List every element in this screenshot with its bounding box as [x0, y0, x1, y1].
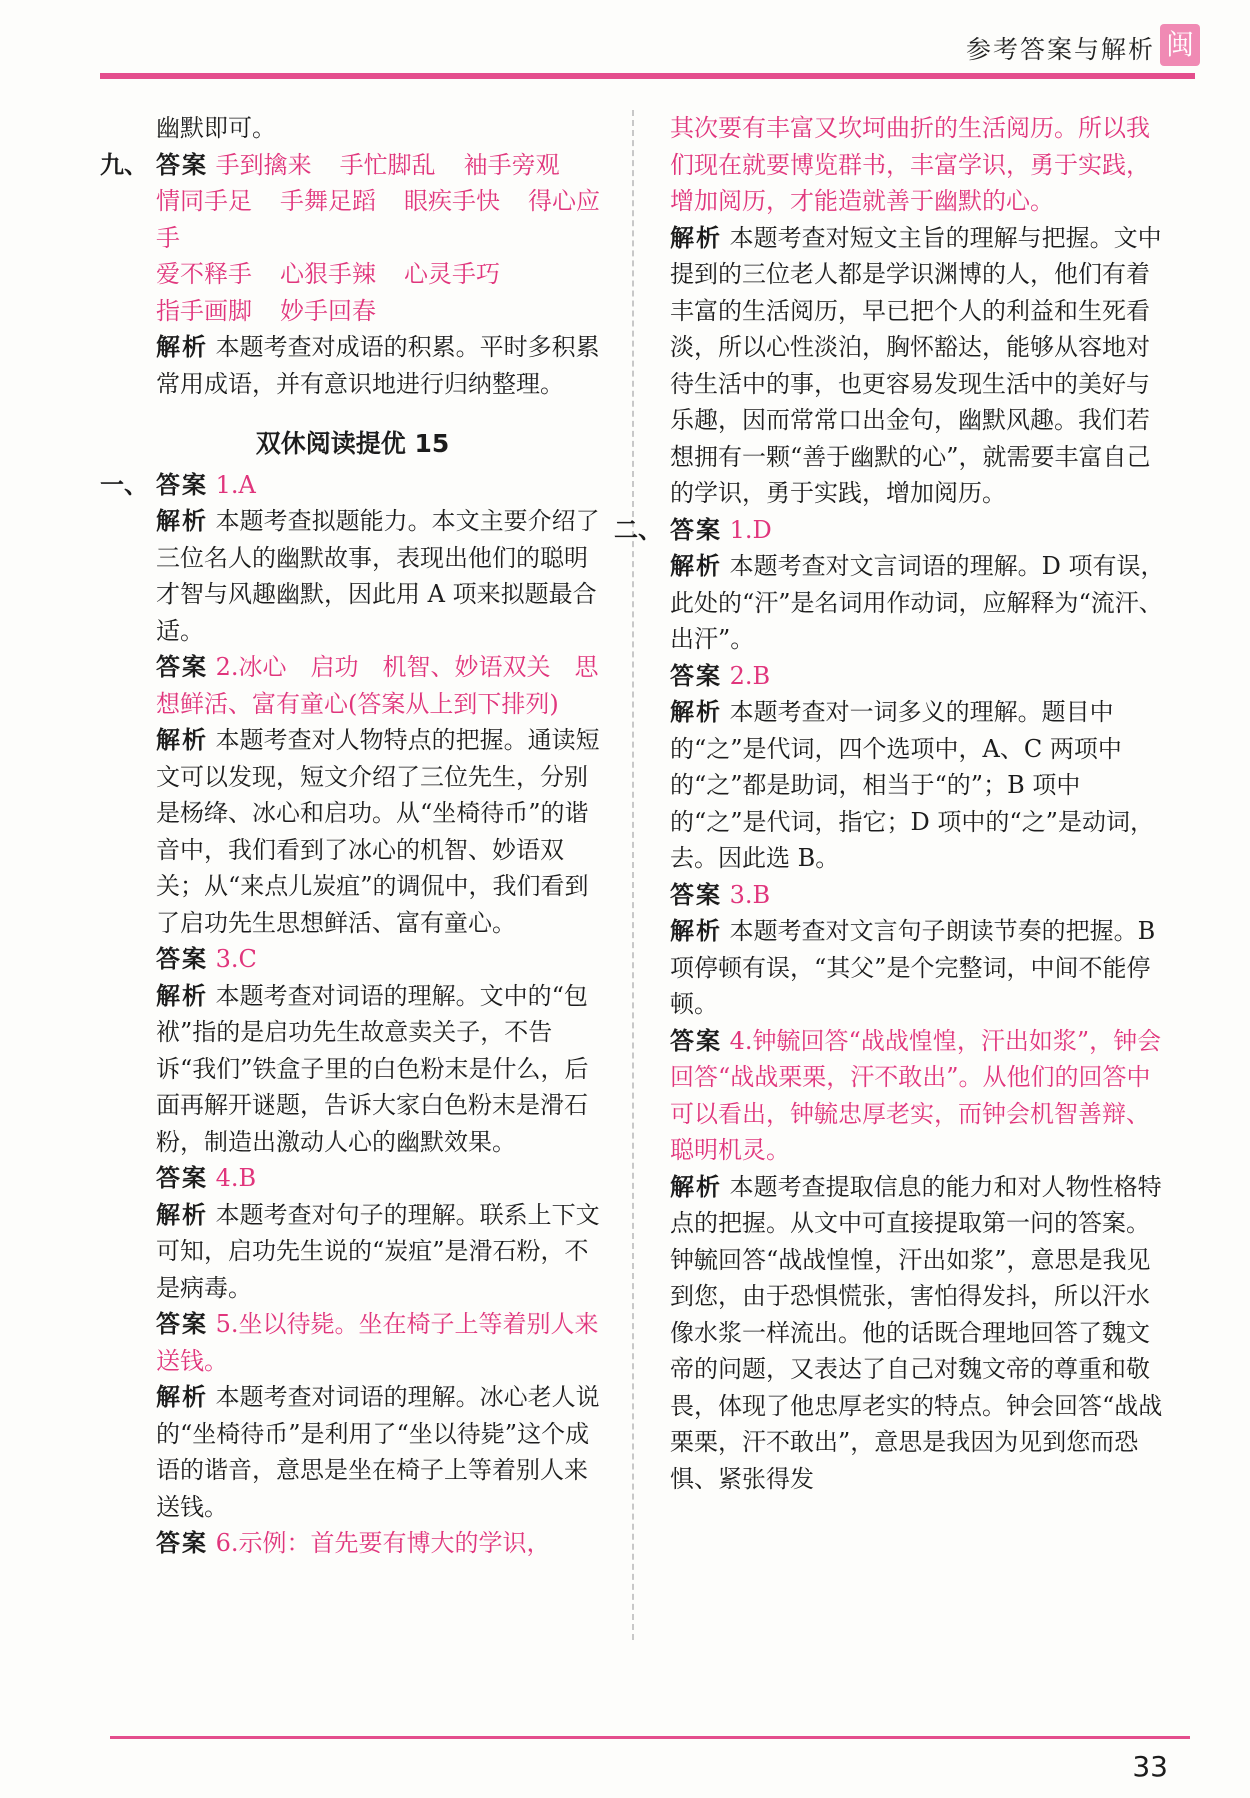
idiom: 得心应手: [156, 187, 600, 252]
p1-q1-analysis: [100, 503, 605, 649]
p1-q2-answer: [100, 649, 605, 722]
p1-q4-analysis: [100, 1197, 605, 1307]
q9-answer: [100, 147, 605, 184]
answer-label: 答案: [156, 1529, 208, 1557]
answer-text: C: [238, 945, 257, 973]
question-number: 2.: [729, 661, 753, 690]
section-number: 二、: [614, 515, 662, 544]
answer-label: 答案: [670, 661, 722, 690]
answer-label: 答案: [156, 1164, 208, 1192]
answer-text: B: [752, 661, 771, 690]
answer-text: 坐以待毙。坐在椅子上等着别人来送钱。: [156, 1310, 599, 1375]
analysis-text: 本题考查对人物特点的把握。通读短文可以发现，短文介绍了三位先生，分别是杨绛、冰心和启功。从“坐椅待币”的谐音中，我们看到了冰心的机智、妙语双关；从“来点儿炭疽”的调侃中，我们看到了启功先生思想鲜活、富有童心。: [156, 726, 600, 937]
footer-rule: [110, 1736, 1190, 1739]
page-number: 33: [1132, 1750, 1168, 1783]
analysis-label: 解析: [670, 698, 722, 726]
analysis-text: 本题考查对词语的理解。文中的“包袱”指的是启功先生故意卖关子，不告诉“我们”铁盒子里的白色粉末是什么，后面再解开谜题，告诉大家白色粉末是滑石粉，制造出激动人心的幽默效果。: [156, 981, 589, 1156]
q9-analysis: [100, 329, 605, 402]
answer-text: B: [238, 1164, 257, 1192]
section-number: 九、: [100, 150, 148, 179]
analysis-label: 解析: [156, 981, 208, 1010]
p2-q2-analysis: [670, 694, 1170, 877]
p1-q3-answer: [100, 941, 605, 978]
p2-q1-analysis: [670, 548, 1170, 658]
section-title: 双休阅读提优 15: [255, 429, 450, 458]
idiom: 妙手回春: [280, 296, 376, 325]
p1-q2-analysis: [100, 722, 605, 941]
analysis-text: 本题考查对文言词语的理解。D 项有误，此处的“汗”是名词用作动词，应解释为“流汗、出汗”。: [670, 552, 1165, 653]
question-number: 5.: [215, 1310, 239, 1338]
header-title: 参考答案与解析: [965, 35, 1155, 64]
p1-q6-answer-continued: 其次要有丰富又坎坷曲折的生活阅历。所以我们现在就要博览群书，丰富学识，勇于实践，增加阅历，才能造就善于幽默的心。: [670, 114, 1150, 215]
idiom: 眼疾手快: [404, 187, 500, 215]
answer-label: 答案: [670, 515, 722, 544]
question-number: 1.: [729, 515, 753, 544]
p2-q4-analysis: [670, 1169, 1170, 1498]
analysis-text: 本题考查拟题能力。本文主要介绍了三位名人的幽默故事，表现出他们的聪明才智与风趣幽默，因此用 A 项来拟题最合适。: [156, 507, 600, 645]
analysis-label: 解析: [670, 552, 722, 580]
lead-text: 幽默即可。: [156, 114, 276, 142]
question-number: 4.: [729, 1026, 753, 1055]
idiom: 情同手足: [156, 187, 252, 215]
analysis-text: 本题考查对成语的积累。平时多积累常用成语，并有意识地进行归纳整理。: [156, 333, 600, 398]
q9-idioms-row: [100, 256, 605, 293]
analysis-label: 解析: [156, 1383, 208, 1411]
p1-q5-analysis: [100, 1379, 605, 1525]
answer-text: B: [752, 880, 771, 909]
page-header: [0, 0, 1250, 90]
analysis-text: 本题考查对短文主旨的理解与把握。文中提到的三位老人都是学识渊博的人，他们有着丰富的生活阅历，早已把个人的利益和生死看淡，所以心性淡泊，胸怀豁达，能够从容地对待生活中的事，也更容易发现生活中的美好与乐趣，因而常常口出金句，幽默风趣。我们若想拥有一颗“善于幽默的心”，就需要丰富自己的学识，勇于实践，增加阅历。: [670, 223, 1162, 507]
p2-q1-answer: [614, 512, 1170, 549]
p1-q6-analysis: [670, 220, 1170, 512]
answer-text: 钟毓回答“战战惶惶，汗出如浆”，钟会回答“战战栗栗，汗不敢出”。从他们的回答中可以看出，钟毓忠厚老实，而钟会机智善辩、聪明机灵。: [670, 1026, 1162, 1164]
analysis-text: 本题考查对一词多义的理解。题目中的“之”是代词，四个选项中，A、C 两项中的“之”都是助词，相当于“的”；B 项中的“之”是代词，指它；D 项中的“之”是动词，去。因此选 B。: [670, 698, 1154, 872]
idiom: 心狠手辣: [280, 260, 376, 288]
right-column: [614, 110, 1170, 1497]
answer-label: 答案: [156, 470, 208, 499]
q9-idioms-row: [100, 293, 605, 330]
idiom: 手到擒来: [215, 150, 312, 179]
idiom: 指手画脚: [156, 296, 252, 325]
question-number: 1.: [215, 470, 239, 499]
left-column: [100, 110, 605, 1562]
analysis-label: 解析: [156, 507, 208, 535]
p2-q3-answer: [670, 877, 1170, 914]
idiom: 爱不释手: [156, 260, 252, 288]
answer-label: 答案: [670, 1026, 722, 1055]
p1-q1-answer: [100, 467, 605, 504]
idiom: 手忙脚乱: [339, 150, 436, 179]
analysis-text: 本题考查对句子的理解。联系上下文可知，启功先生说的“炭疽”是滑石粉，不是病毒。: [156, 1200, 600, 1302]
column-divider: [632, 110, 634, 1640]
idiom: 手舞足蹈: [280, 187, 376, 215]
q9-idioms-row: [100, 183, 605, 256]
p2-q4-answer: [670, 1023, 1170, 1169]
p2-q3-analysis: [670, 913, 1170, 1023]
analysis-text: 本题考查对文言句子朗读节奏的把握。B 项停顿有误，“其父”是个完整词，中间不能停顿。: [670, 917, 1156, 1018]
answer-text: A: [238, 470, 256, 499]
analysis-label: 解析: [670, 917, 722, 945]
question-number: 2.: [215, 653, 239, 681]
analysis-label: 解析: [670, 223, 722, 252]
analysis-label: 解析: [156, 1200, 208, 1229]
p1-q5-answer: [100, 1306, 605, 1379]
analysis-label: 解析: [670, 1172, 722, 1201]
p1-q4-answer: [100, 1160, 605, 1197]
section-number: 一、: [100, 470, 148, 499]
idiom: 心灵手巧: [404, 260, 500, 288]
answer-text: D: [752, 515, 772, 544]
question-number: 3.: [215, 945, 239, 973]
answer-text: 示例：首先要有博大的学识，: [238, 1529, 551, 1557]
idiom: 袖手旁观: [463, 150, 560, 179]
answer-label: 答案: [156, 150, 208, 179]
analysis-text: 本题考查提取信息的能力和对人物性格特点的把握。从文中可直接提取第一问的答案。钟毓回答“战战惶惶，汗出如浆”，意思是我见到您，由于恐惧慌张，害怕得发抖，所以汗水像水浆一样流出。他的话既合理地回答了魏文帝的问题，又表达了自己对魏文帝的尊重和敬畏，体现了他忠厚老实的特点。钟会回答“战战栗栗，汗不敢出”，意思是我因为见到您而恐惧、紧张得发: [670, 1172, 1163, 1493]
p1-q6-answer: [100, 1525, 605, 1562]
region-badge: 闽: [1160, 24, 1200, 66]
question-number: 6.: [215, 1529, 239, 1557]
header-rule: [100, 73, 1195, 79]
analysis-label: 解析: [156, 726, 208, 754]
analysis-label: 解析: [156, 333, 208, 361]
answer-text: 冰心 启功 机智、妙语双关 思想鲜活、富有童心(答案从上到下排列): [156, 653, 599, 718]
answer-label: 答案: [156, 653, 208, 681]
p1-q3-analysis: [100, 978, 605, 1161]
analysis-text: 本题考查对词语的理解。冰心老人说的“坐椅待币”是利用了“坐以待毙”这个成语的谐音，意思是坐在椅子上等着别人来送钱。: [156, 1383, 600, 1521]
answer-label: 答案: [670, 880, 722, 909]
question-number: 3.: [729, 880, 753, 909]
answer-label: 答案: [156, 945, 208, 973]
question-number: 4.: [215, 1164, 239, 1192]
p2-q2-answer: [670, 658, 1170, 695]
answer-label: 答案: [156, 1310, 208, 1338]
